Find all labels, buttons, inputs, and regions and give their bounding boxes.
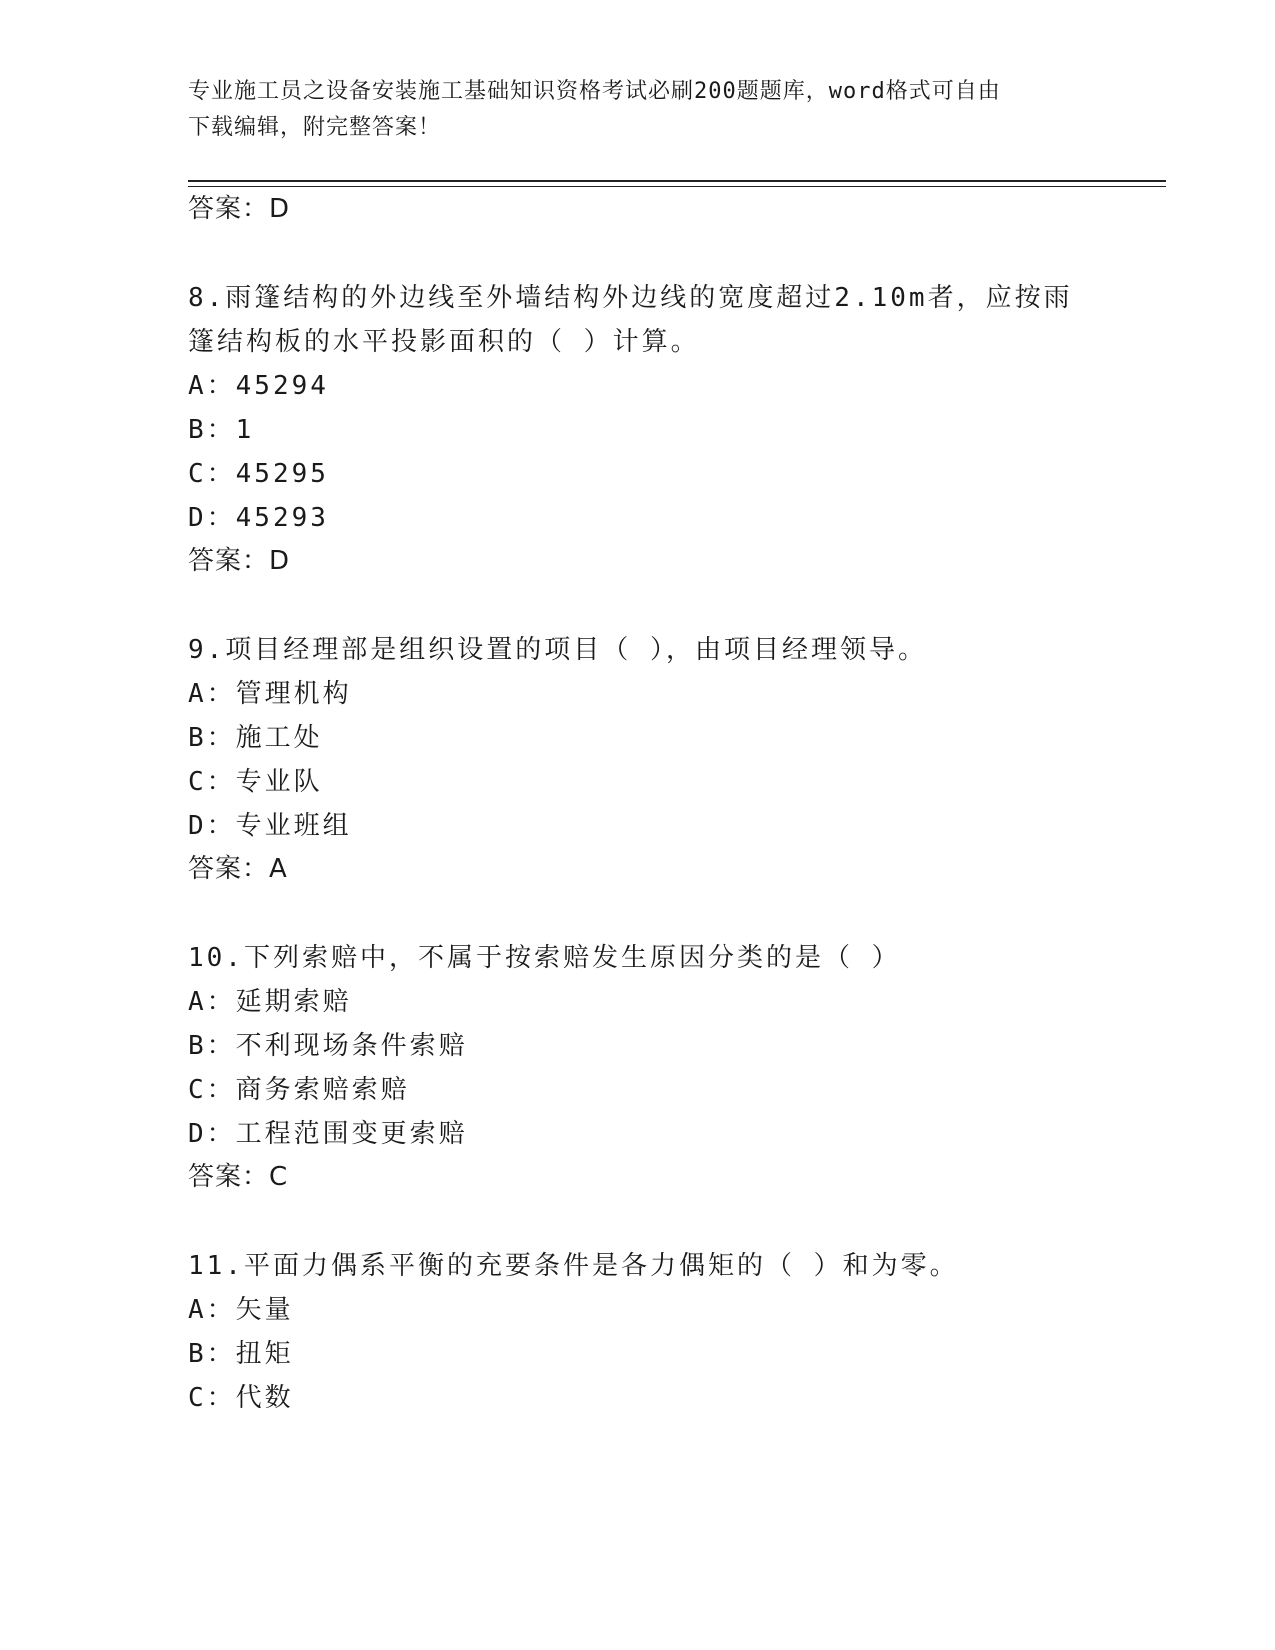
document-header [188, 74, 1088, 146]
question-9-answer: 答案：A [188, 854, 288, 884]
question-11-option-b: B：扭矩 [188, 1339, 294, 1369]
question-10-option-a: A：延期索赔 [188, 987, 352, 1017]
header-line-2: 下载编辑，附完整答案！ [188, 115, 442, 140]
question-10-option-b: B：不利现场条件索赔 [188, 1031, 468, 1061]
question-11-option-c: C：代数 [188, 1383, 294, 1413]
question-8-option-b: B：1 [188, 415, 255, 445]
question-8-option-d: D：45293 [188, 503, 329, 533]
question-8-stem-line-2: 篷结构板的水平投影面积的（ ）计算。 [188, 327, 700, 357]
question-11-stem-line-1: 11.平面力偶系平衡的充要条件是各力偶矩的（ ）和为零。 [188, 1251, 959, 1281]
header-divider-thin [188, 186, 1166, 187]
question-8-option-a: A：45294 [188, 371, 329, 401]
question-10-option-c: C：商务索赔索赔 [188, 1075, 410, 1105]
question-10-stem-line-1: 10.下列索赔中，不属于按索赔发生原因分类的是（ ） [188, 943, 901, 973]
question-8-stem-line-1: 8.雨篷结构的外边线至外墙结构外边线的宽度超过2.10m者，应按雨 [188, 283, 1073, 313]
question-9-option-d: D：专业班组 [188, 811, 352, 841]
question-9-option-b: B：施工处 [188, 723, 323, 753]
answer-prev: 答案：D [188, 194, 291, 224]
question-8-answer: 答案：D [188, 546, 291, 576]
question-9-stem-line-1: 9.项目经理部是组织设置的项目（ ），由项目经理领导。 [188, 635, 927, 665]
question-10-answer: 答案：C [188, 1162, 289, 1192]
header-divider-thick [188, 180, 1166, 182]
question-8-option-c: C：45295 [188, 459, 329, 489]
question-11-option-a: A：矢量 [188, 1295, 294, 1325]
question-9-option-a: A：管理机构 [188, 679, 352, 709]
question-9-option-c: C：专业队 [188, 767, 323, 797]
question-10-option-d: D：工程范围变更索赔 [188, 1119, 468, 1149]
header-line-1: 专业施工员之设备安装施工基础知识资格考试必刷200题题库，word格式可自由 [188, 79, 1001, 104]
